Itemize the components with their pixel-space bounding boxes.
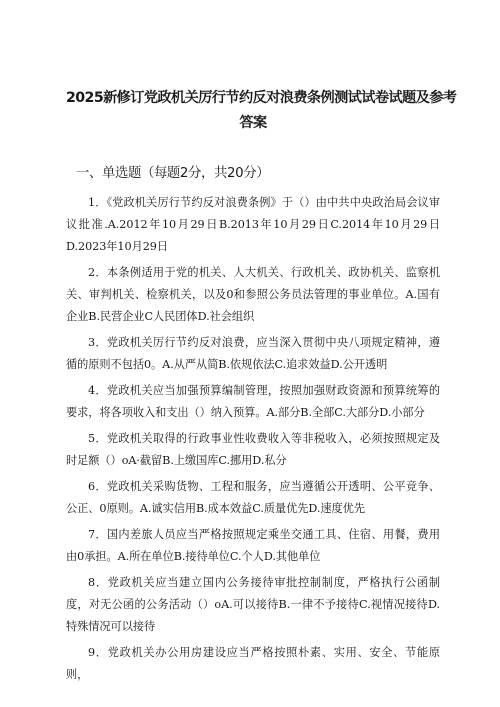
question-item: 7．国内差旅人员应当严格按照规定乘坐交通工具、住宿、用餐，费用由0承担。A.所在单位B.接待单位C.个人D.其他单位 [66, 528, 440, 563]
question-item: 2．本条例适用于党的机关、人大机关、行政机关、政协机关、监察机关、审判机关、检察机关，以及0和参照公务员法管理的事业单位。A.国有企业B.民营企业C人民团体D.社会组织 [66, 266, 440, 323]
question-item: 8．党政机关应当建立国内公务接待审批控制制度，严格执行公函制度，对无公函的公务活动（）oA.可以接待B.一律不予接待C.视情况接待D.特殊情况可以接待 [66, 576, 440, 633]
question-item: 3．党政机关厉行节约反对浪费，应当深入贯彻中央八项规定精神，遵循的原则不包括0。A.从严从简B.依规依法C.追求效益D.公开透明 [66, 336, 440, 371]
question-item: 4．党政机关应当加强预算编制管理，按照加强财政资源和预算统筹的要求，将各项收入和支出（）纳入预算。A.部分B.全部C.大部分D.小部分 [66, 384, 440, 419]
document-title-line2: 答案 [239, 115, 267, 131]
document-title-line1: 2025新修订党政机关厉行节约反对浪费条例测试试卷试题及参考 [66, 90, 457, 106]
question-list [66, 192, 440, 686]
question-item: 1．《党政机关厉行节约反对浪费条例》于（）由中共中央政治局会议审议批准.A.2012年10月29日B.2013年10月29日C.2014年10月29日D.2023年10月29日 [66, 196, 440, 253]
question-item: 6．党政机关采购货物、工程和服务，应当遵循公开透明、公平竞争、公正、0原则。A.诚实信用B.成本效益C.质量优先D.速度优先 [66, 480, 440, 515]
question-item: 9．党政机关办公用房建设应当严格按照朴素、实用、安全、节能原则， [66, 646, 440, 681]
question-item: 5．党政机关取得的行政事业性收费收入等非税收入，必须按照规定及时足额（）oA·截留B.上缴国库C.挪用D.私分 [66, 432, 440, 467]
section-heading: 一、单选题（每题2分，共20分） [76, 166, 270, 181]
document-title [66, 78, 457, 136]
